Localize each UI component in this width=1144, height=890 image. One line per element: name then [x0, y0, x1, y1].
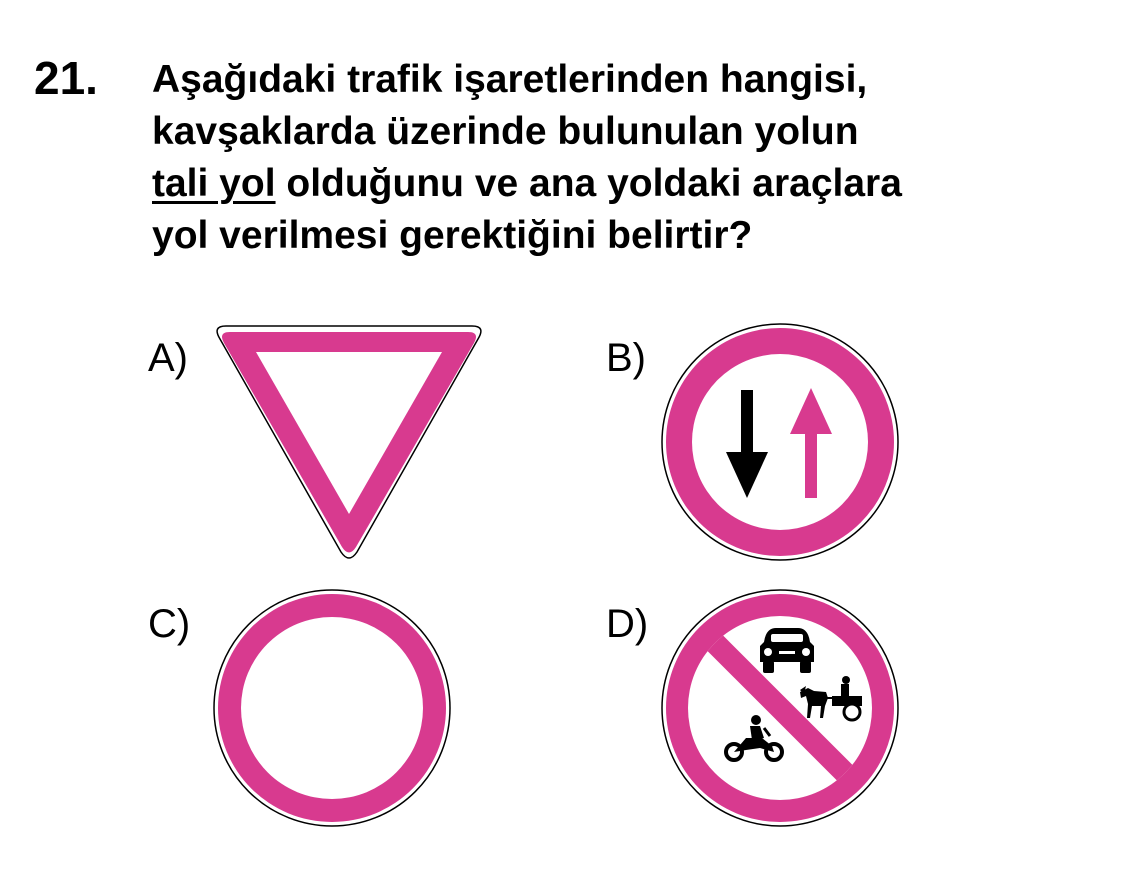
option-a-yield-sign[interactable]: [212, 322, 486, 564]
option-c-label[interactable]: C): [148, 602, 191, 646]
question-line-1: Aşağıdaki trafik işaretlerinden hangisi,: [152, 58, 868, 101]
sign-inner-white: [692, 354, 868, 530]
question-number: 21.: [34, 52, 98, 104]
option-a-label[interactable]: A): [148, 336, 188, 380]
question-line-4: yol verilmesi gerektiğini belirtir?: [152, 214, 753, 257]
option-d-no-motor-vehicles-carts-sign[interactable]: [660, 588, 900, 828]
question-line-2: kavşaklarda üzerinde bulunulan yolun: [152, 110, 859, 153]
option-d-label[interactable]: D): [606, 602, 649, 646]
sign-inner-white: [241, 617, 423, 799]
option-b-label[interactable]: B): [606, 336, 646, 380]
question-text: [152, 54, 1112, 262]
option-b-priority-sign[interactable]: [660, 322, 900, 562]
question-line-3: [152, 158, 1112, 210]
underlined-term: tali yol: [152, 162, 276, 205]
option-c-no-vehicles-sign[interactable]: [212, 588, 452, 828]
question-line-3-rest: olduğunu ve ana yoldaki araçlara: [275, 162, 902, 205]
